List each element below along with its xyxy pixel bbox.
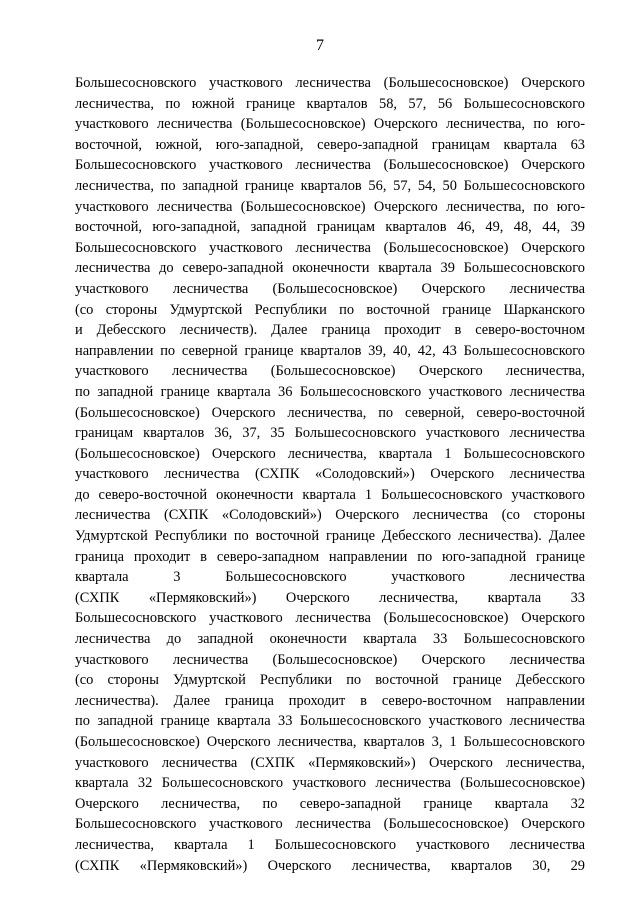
text-line: участкового лесничества (Большесосновское) Очерского лесничества, по юго- <box>75 116 585 133</box>
text-line: Большесосновского участкового лесничества (Большесосновское) Очерского <box>75 816 585 833</box>
page-number: 7 <box>316 37 324 54</box>
text-line: (Большесосновское) Очерского лесничества, по северной, северо-восточной <box>75 404 585 421</box>
text-line: лесничества до западной оконечности квартала 33 Большесосновского <box>75 631 585 648</box>
text-line: участкового лесничества (Большесосновское) Очерского лесничества <box>75 280 585 297</box>
text-line: участкового лесничества (Большесосновское) Очерского лесничества <box>75 651 585 668</box>
text-line: лесничества до северо-западной оконечности квартала 39 Большесосновского <box>75 260 585 277</box>
text-line: квартала 3 Большесосновского участкового лесничества <box>75 569 585 586</box>
text-line: восточной, юго-западной, западной границам кварталов 46, 49, 48, 44, 39 <box>75 219 585 236</box>
text-line: (СХПК «Пермяковский») Очерского лесничества, кварталов 30, 29 <box>75 857 585 874</box>
text-line: (со стороны Удмуртской Республики по восточной границе Дебесского <box>75 672 585 689</box>
text-line: участкового лесничества (Большесосновское) Очерского лесничества, <box>75 363 585 380</box>
text-line: участкового лесничества (СХПК «Пермяковский») Очерского лесничества, <box>75 754 585 771</box>
text-line: лесничества, по южной границе кварталов 58, 57, 56 Большесосновского <box>75 95 585 112</box>
text-line: участкового лесничества (Большесосновское) Очерского лесничества, по юго- <box>75 198 585 215</box>
text-line: направлении по северной границе кварталов 39, 40, 42, 43 Большесосновского <box>75 342 585 359</box>
text-line: лесничества, квартала 1 Большесосновского участкового лесничества <box>75 836 585 853</box>
text-line: (со стороны Удмуртской Республики по восточной границе Шарканского <box>75 301 585 318</box>
text-line: и Дебесского лесничеств). Далее граница проходит в северо-восточном <box>75 322 585 339</box>
document-body <box>75 73 585 876</box>
text-line: Очерского лесничества, по северо-западной границе квартала 32 <box>75 795 585 812</box>
text-line: границам кварталов 36, 37, 35 Большесосновского участкового лесничества <box>75 425 585 442</box>
text-line: (Большесосновское) Очерского лесничества, квартала 1 Большесосновского <box>75 445 585 462</box>
text-line: по западной границе квартала 36 Большесосновского участкового лесничества <box>75 383 585 400</box>
text-line: (СХПК «Пермяковский») Очерского лесничества, квартала 33 <box>75 589 585 606</box>
text-line: граница проходит в северо-западном направлении по юго-западной границе <box>75 548 585 565</box>
text-line: Большесосновского участкового лесничества (Большесосновское) Очерского <box>75 239 585 256</box>
text-line: лесничества). Далее граница проходит в северо-восточном направлении <box>75 692 585 709</box>
text-line: Большесосновского участкового лесничества (Большесосновское) Очерского <box>75 75 585 91</box>
text-line: лесничества, по западной границе кварталов 56, 57, 54, 50 Большесосновского <box>75 177 585 194</box>
text-line: квартала 32 Большесосновского участкового лесничества (Большесосновское) <box>75 775 585 792</box>
text-line: до северо-восточной оконечности квартала 1 Большесосновского участкового <box>75 486 585 503</box>
text-line: Большесосновского участкового лесничества (Большесосновское) Очерского <box>75 610 585 627</box>
text-line: Большесосновского участкового лесничества (Большесосновское) Очерского <box>75 157 585 174</box>
text-line: лесничества (СХПК «Солодовский») Очерского лесничества (со стороны <box>75 507 585 524</box>
text-line: Удмуртской Республики по восточной границе Дебесского лесничества). Далее <box>75 528 585 545</box>
text-line: (Большесосновское) Очерского лесничества, кварталов 3, 1 Большесосновского <box>75 734 585 750</box>
text-line: восточной, южной, юго-западной, северо-западной границам квартала 63 <box>75 136 585 153</box>
text-line: по западной границе квартала 33 Большесосновского участкового лесничества <box>75 713 585 730</box>
text-line: участкового лесничества (СХПК «Солодовский») Очерского лесничества <box>75 466 585 483</box>
